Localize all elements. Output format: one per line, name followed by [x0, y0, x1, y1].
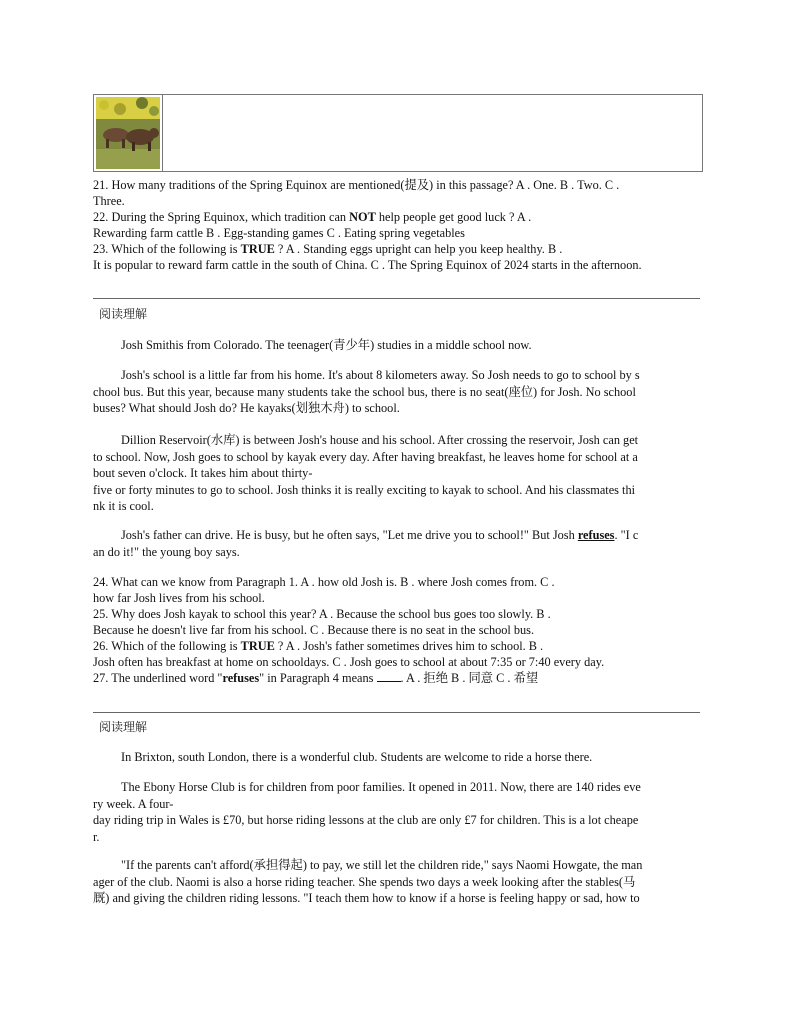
- paragraph-line: day riding trip in Wales is £70, but horse riding lessons at the club are only £7 for children. This is a lot cheape: [93, 813, 639, 827]
- passage-2-paragraph-2: [93, 367, 700, 417]
- paragraph-4-prefix: Josh's father can drive. He is busy, but he often says, "Let me drive you to school!" But Josh: [121, 528, 578, 542]
- paragraph-line: [93, 527, 700, 544]
- question-26-bold: TRUE: [240, 639, 275, 653]
- passage-3-paragraph-3: [93, 857, 700, 907]
- question-21-line-1: 21. How many traditions of the Spring Equinox are mentioned(提及) in this passage? A . One. B . Two. C .: [93, 178, 620, 192]
- question-25-line-1: 25. Why does Josh kayak to school this year? A . Because the school bus goes too slowly. B .: [93, 607, 551, 621]
- paragraph-line: 厩) and giving the children riding lessons. "I teach them how to know if a horse is feeling happy or sad, how to: [93, 891, 640, 905]
- question-27-suffix: . A . 拒绝 B . 同意 C . 希望: [400, 671, 539, 685]
- passage-2-paragraph-1: [93, 337, 700, 354]
- paragraph-line: five or forty minutes to go to school. Josh thinks it is really exciting to kayak to school. And his classmates thi: [93, 482, 636, 497]
- paragraph-line: "If the parents can't afford(承担得起) to pay, we still let the children ride," says Naomi Howgate, the man: [121, 858, 643, 872]
- image-table: [93, 94, 703, 172]
- question-21-line-2: Three.: [93, 194, 125, 208]
- paragraph-line: an do it!" the young boy says.: [93, 544, 240, 559]
- paragraph-line: The Ebony Horse Club is for children from poor families. It opened in 2011. Now, there are 140 rides eve: [121, 780, 641, 794]
- cattle-field-image: [94, 95, 163, 171]
- question-24-line-1: 24. What can we know from Paragraph 1. A . how old Josh is. B . where Josh comes from. C .: [93, 575, 555, 589]
- question-23-suffix: ? A . Standing eggs upright can help you keep healthy. B .: [274, 242, 563, 256]
- question-22: [93, 209, 705, 241]
- question-21: [93, 177, 705, 209]
- question-23-prefix: 23. Which of the following is: [93, 242, 241, 256]
- question-24-line-2: how far Josh lives from his school.: [93, 591, 265, 605]
- question-22-line-2: Rewarding farm cattle B . Egg-standing games C . Eating spring vegetables: [93, 226, 465, 240]
- question-22-bold: NOT: [349, 210, 376, 224]
- question-22-prefix: 22. During the Spring Equinox, which tradition can: [93, 210, 350, 224]
- question-26-suffix: ? A . Josh's father sometimes drives him to school. B .: [274, 639, 544, 653]
- passage-3-paragraph-2: [93, 779, 700, 845]
- paragraph-4-suffix: . "I c: [614, 528, 639, 542]
- section-divider-1: [93, 298, 700, 299]
- paragraph-line: chool bus. But this year, because many students take the school bus, there is no seat(座位) for Josh. No school: [93, 384, 636, 399]
- cattle-photo-icon: [96, 97, 160, 169]
- section-title-1: 阅读理解: [99, 307, 148, 321]
- question-26-prefix: 26. Which of the following is: [93, 639, 241, 653]
- paragraph-line: Josh's school is a little far from his home. It's about 8 kilometers away. So Josh needs to go to school by s: [121, 368, 640, 382]
- paragraph-line: Dillion Reservoir(水库) is between Josh's house and his school. After crossing the reservoir, Josh can get: [121, 433, 639, 447]
- paragraph-line: to school. Now, Josh goes to school by kayak every day. After having breakfast, he leaves home for school at a: [93, 449, 638, 464]
- questions-24-27: [93, 574, 705, 686]
- paragraph-line: ry week. A four-: [93, 796, 174, 811]
- underlined-word: refuses: [577, 528, 615, 542]
- paragraph-line: r.: [93, 829, 100, 844]
- question-27-prefix: 27. The underlined word ": [93, 671, 223, 685]
- section-divider-2: [93, 712, 700, 713]
- question-22-suffix: help people get good luck ? A .: [375, 210, 532, 224]
- question-23-bold: TRUE: [240, 242, 275, 256]
- paragraph-line: nk it is cool.: [93, 499, 154, 513]
- passage-3-paragraph-1: [93, 749, 700, 766]
- answer-blank[interactable]: [377, 671, 401, 682]
- question-25-line-2: Because he doesn't live far from his school. C . Because there is no seat in the school bus.: [93, 623, 535, 637]
- question-23-line-2: It is popular to reward farm cattle in the south of China. C . The Spring Equinox of 2024 starts in the afternoon.: [93, 258, 642, 272]
- question-23: [93, 241, 705, 273]
- question-26-line-2: Josh often has breakfast at home on schooldays. C . Josh goes to school at about 7:35 or 7:40 every day.: [93, 655, 605, 669]
- section-title-2: 阅读理解: [99, 720, 148, 734]
- paragraph-line: ager of the club. Naomi is also a horse riding teacher. She spends two days a week looking after the stables(马: [93, 874, 636, 889]
- paragraph-line: Josh Smithis from Colorado. The teenager(青少年) studies in a middle school now.: [121, 338, 532, 352]
- paragraph-line: bout seven o'clock. It takes him about thirty-: [93, 466, 313, 480]
- passage-2-paragraph-3: [93, 432, 700, 515]
- question-27-mid: " in Paragraph 4 means: [259, 671, 377, 685]
- passage-2-paragraph-4: [93, 527, 700, 560]
- question-27-bold: refuses: [222, 671, 260, 685]
- paragraph-line: In Brixton, south London, there is a wonderful club. Students are welcome to ride a horse there.: [121, 750, 593, 764]
- paragraph-line: buses? What should Josh do? He kayaks(划独木舟) to school.: [93, 401, 400, 415]
